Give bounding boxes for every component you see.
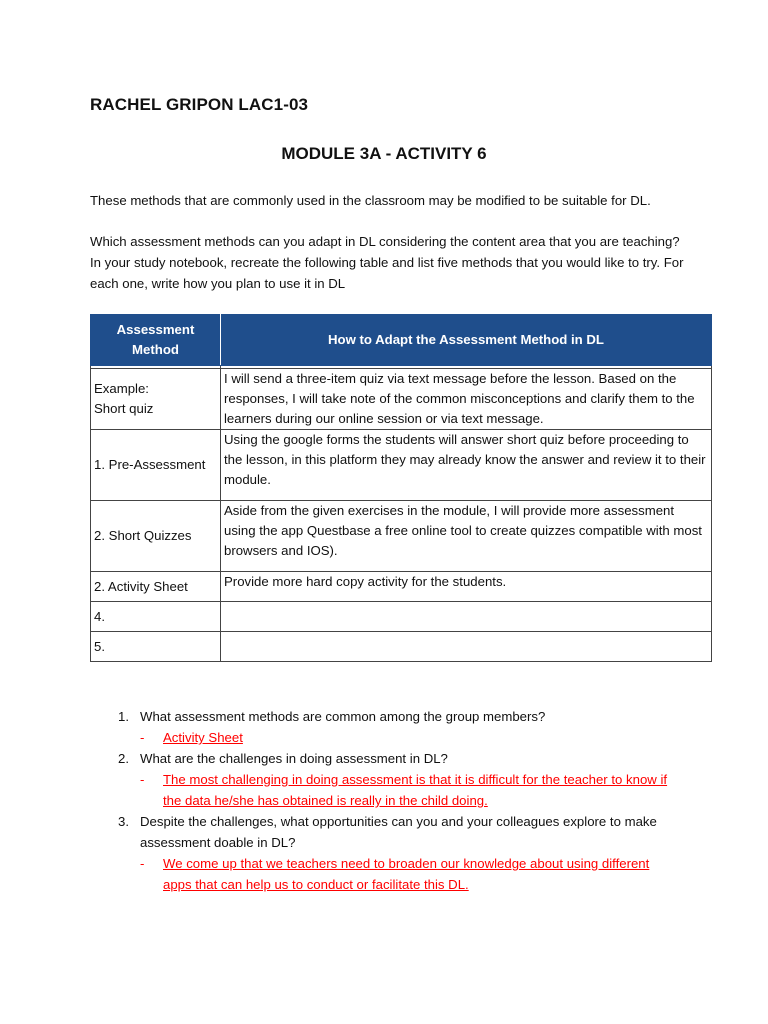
document-title: MODULE 3A - ACTIVITY 6	[281, 144, 487, 163]
how-cell: Aside from the given exercises in the module, I will provide more assessment using the app Questbase a free online tool to create quizzes compatible with most browsers and IOS).	[221, 501, 712, 572]
method-cell	[91, 369, 221, 430]
question-number: 1.	[118, 709, 129, 724]
table-header-row	[91, 315, 712, 366]
table-row	[91, 572, 712, 602]
intro-paragraph: These methods that are commonly used in the classroom may be modified to be suitable for DL.	[90, 193, 651, 208]
answer-item	[140, 853, 678, 895]
question-item	[118, 811, 678, 853]
method-example-label: Example:	[94, 381, 149, 396]
question-item	[118, 748, 678, 769]
author-line: RACHEL GRIPON LAC1-03	[90, 95, 309, 114]
answer-text: We come up that we teachers need to broaden our knowledge about using different apps that can help us to conduct or facilitate this DL.	[163, 856, 650, 892]
method-cell: 4.	[91, 602, 221, 632]
assessment-table	[90, 314, 712, 662]
answer-wrapper	[118, 853, 678, 895]
how-cell	[221, 602, 712, 632]
answer-text: Activity Sheet	[163, 730, 243, 745]
how-cell: Using the google forms the students will answer short quiz before proceeding to the lesson, in this platform they may already know the answer and review it to their module.	[221, 430, 712, 501]
question-text: What are the challenges in doing assessment in DL?	[140, 751, 448, 766]
table-row	[91, 430, 712, 501]
table-row	[91, 501, 712, 572]
header-how-to-adapt: How to Adapt the Assessment Method in DL	[221, 315, 712, 366]
answer-dash: -	[140, 772, 145, 787]
question-text: Despite the challenges, what opportunities can you and your colleagues explore to make assessment doable in DL?	[140, 814, 657, 850]
how-cell	[221, 632, 712, 662]
answer-item	[140, 727, 678, 748]
method-cell: 2. Short Quizzes	[91, 501, 221, 572]
answer-wrapper	[118, 769, 678, 811]
answer-item	[140, 769, 678, 811]
question-number: 2.	[118, 751, 129, 766]
method-cell: 5.	[91, 632, 221, 662]
table-row	[91, 632, 712, 662]
question-number: 3.	[118, 814, 129, 829]
question-text: What assessment methods are common among the group members?	[140, 709, 546, 724]
header-assessment-method: Assessment Method	[91, 315, 221, 366]
method-cell: 2. Activity Sheet	[91, 572, 221, 602]
answer-dash: -	[140, 730, 145, 745]
method-cell: 1. Pre-Assessment	[91, 430, 221, 501]
table-row	[91, 369, 712, 430]
method-example-value: Short quiz	[94, 401, 154, 416]
answer-dash: -	[140, 856, 145, 871]
how-cell: I will send a three-item quiz via text message before the lesson. Based on the responses, I will take note of the common misconceptions and clarify them to the learners during our online session or via text message.	[221, 369, 712, 430]
answer-text: The most challenging in doing assessment is that it is difficult for the teacher to know if the data he/she has obtained is really in the child doing.	[163, 772, 668, 808]
how-cell: Provide more hard copy activity for the students.	[221, 572, 712, 602]
instructions-paragraph: Which assessment methods can you adapt in DL considering the content area that you are teaching? In your study notebook, recreate the following table and list five methods that you would like to try. For each one, write how you plan to use it in DL	[90, 234, 684, 291]
question-list	[118, 706, 678, 895]
question-item	[118, 706, 678, 727]
answer-wrapper	[118, 727, 678, 748]
table-row	[91, 602, 712, 632]
